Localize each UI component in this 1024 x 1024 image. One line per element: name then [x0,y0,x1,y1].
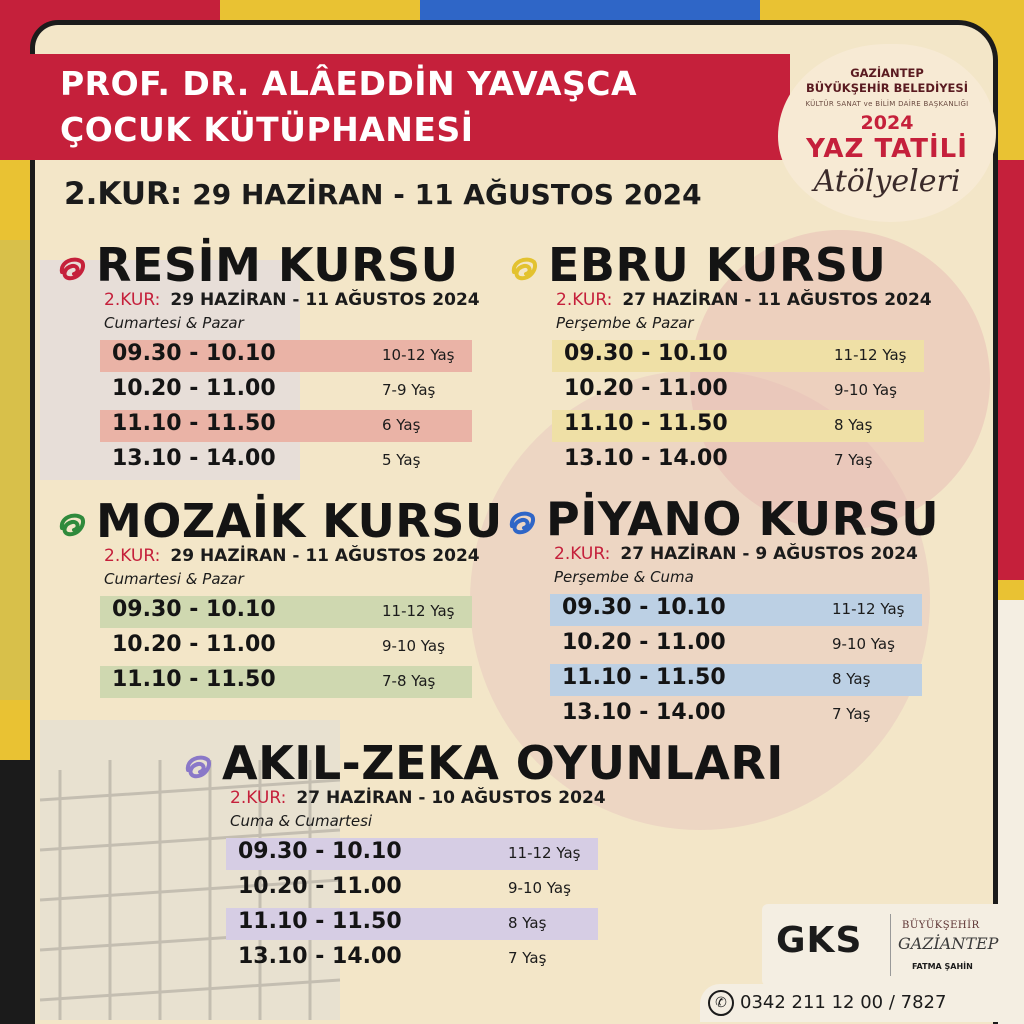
schedule-row [552,445,924,477]
slot-time: 09.30 - 10.10 [112,597,276,622]
slot-age: 11-12 Yaş [382,602,455,620]
slot-age: 5 Yaş [382,451,421,469]
slot-time: 13.10 - 14.00 [564,446,728,471]
course-period-kur: 2.KUR: [230,788,287,808]
municipality-logo-top: BÜYÜKŞEHİR [902,920,980,931]
main-period-dates: 29 HAZİRAN - 11 AĞUSTOS 2024 [192,178,702,211]
schedule-row [226,943,598,975]
course-period [556,290,932,310]
schedule-row [226,838,598,870]
course-days: Perşembe & Pazar [556,314,694,332]
badge-line3: KÜLTÜR SANAT ve BİLİM DAİRE BAŞKANLIĞI [805,100,969,108]
schedule-row [100,410,472,442]
schedule-row [552,340,924,372]
contact-phone [700,984,1000,1022]
main-period-kur: 2.KUR: [64,176,183,212]
course-period-dates: 27 HAZİRAN - 11 AĞUSTOS 2024 [622,290,932,310]
slot-age: 9-10 Yaş [834,381,897,399]
schedule-row [550,594,922,626]
slot-time: 11.10 - 11.50 [238,909,402,934]
badge-title: YAZ TATİLİ [806,134,968,164]
course-period-dates: 27 HAZİRAN - 10 AĞUSTOS 2024 [296,788,606,808]
scribble-bullet-icon [56,508,88,540]
slot-time: 11.10 - 11.50 [564,411,728,436]
course-period-dates: 29 HAZİRAN - 11 AĞUSTOS 2024 [170,546,480,566]
scribble-bullet-icon [182,750,214,782]
course-name: AKIL-ZEKA OYUNLARI [222,736,784,790]
schedule-row [550,699,922,731]
slot-age: 11-12 Yaş [508,844,581,862]
schedule-row [226,908,598,940]
course-days: Cuma & Cumartesi [230,812,373,830]
slot-age: 10-12 Yaş [382,346,455,364]
slot-time: 13.10 - 14.00 [112,446,276,471]
scribble-bullet-icon [506,506,538,538]
course-period [554,544,918,564]
slot-time: 10.20 - 11.00 [238,874,402,899]
municipality-logo-city: GAZİANTEP [898,934,999,953]
slot-time: 10.20 - 11.00 [564,376,728,401]
slot-age: 11-12 Yaş [834,346,907,364]
sponsor-logos [762,904,1020,986]
library-title-line2: ÇOCUK KÜTÜPHANESİ [60,110,474,149]
phone-number: 0342 211 12 00 / 7827 [740,992,947,1013]
badge-script: Atölyeleri [813,164,961,199]
badge-line1: GAZİANTEP [850,66,924,80]
slot-age: 9-10 Yaş [832,635,895,653]
course-days: Cumartesi & Pazar [104,314,244,332]
slot-age: 8 Yaş [508,914,547,932]
course-period-kur: 2.KUR: [104,546,161,566]
slot-age: 7-8 Yaş [382,672,436,690]
schedule-row [100,340,472,372]
course-period-dates: 29 HAZİRAN - 11 AĞUSTOS 2024 [170,290,480,310]
course-period-kur: 2.KUR: [104,290,161,310]
schedule-row [552,410,924,442]
slot-time: 09.30 - 10.10 [562,595,726,620]
slot-time: 11.10 - 11.50 [112,667,276,692]
slot-time: 10.20 - 11.00 [112,376,276,401]
municipality-logo-name: FATMA ŞAHİN [912,962,973,971]
slot-time: 09.30 - 10.10 [112,341,276,366]
slot-age: 7 Yaş [834,451,873,469]
schedule-row [100,631,472,663]
course-period [230,788,606,808]
slot-age: 8 Yaş [834,416,873,434]
slot-time: 11.10 - 11.50 [562,665,726,690]
course-period [104,546,480,566]
slot-age: 9-10 Yaş [508,879,571,897]
scribble-bullet-icon [508,252,540,284]
course-days: Perşembe & Cuma [554,568,694,586]
slot-age: 8 Yaş [832,670,871,688]
summer-workshops-badge [778,44,996,222]
main-period [64,176,702,212]
slot-time: 10.20 - 11.00 [562,630,726,655]
course-days: Cumartesi & Pazar [104,570,244,588]
schedule-row [550,629,922,661]
schedule-row [100,375,472,407]
schedule-row [100,445,472,477]
slot-age: 11-12 Yaş [832,600,905,618]
slot-age: 6 Yaş [382,416,421,434]
slot-time: 10.20 - 11.00 [112,632,276,657]
badge-line2: BÜYÜKŞEHİR BELEDİYESİ [806,81,968,95]
slot-age: 7-9 Yaş [382,381,436,399]
slot-age: 7 Yaş [508,949,547,967]
phone-icon: ✆ [708,990,734,1016]
course-name: MOZAİK KURSU [96,494,503,548]
slot-time: 09.30 - 10.10 [238,839,402,864]
badge-year: 2024 [860,112,914,134]
course-name: PİYANO KURSU [546,492,940,546]
scribble-bullet-icon [56,252,88,284]
slot-time: 09.30 - 10.10 [564,341,728,366]
slot-time: 11.10 - 11.50 [112,411,276,436]
schedule-row [100,596,472,628]
course-name: EBRU KURSU [548,238,887,292]
course-period-dates: 27 HAZİRAN - 9 AĞUSTOS 2024 [620,544,918,564]
course-name: RESİM KURSU [96,238,459,292]
library-title-line1: PROF. DR. ALÂEDDİN YAVAŞCA [60,64,638,103]
slot-age: 9-10 Yaş [382,637,445,655]
schedule-row [550,664,922,696]
gks-logo: GKS [776,920,863,961]
slot-time: 13.10 - 14.00 [238,944,402,969]
course-period-kur: 2.KUR: [556,290,613,310]
slot-age: 7 Yaş [832,705,871,723]
schedule-row [100,666,472,698]
course-period [104,290,480,310]
slot-time: 13.10 - 14.00 [562,700,726,725]
course-period-kur: 2.KUR: [554,544,611,564]
schedule-row [226,873,598,905]
schedule-row [552,375,924,407]
logo-divider [890,914,891,976]
